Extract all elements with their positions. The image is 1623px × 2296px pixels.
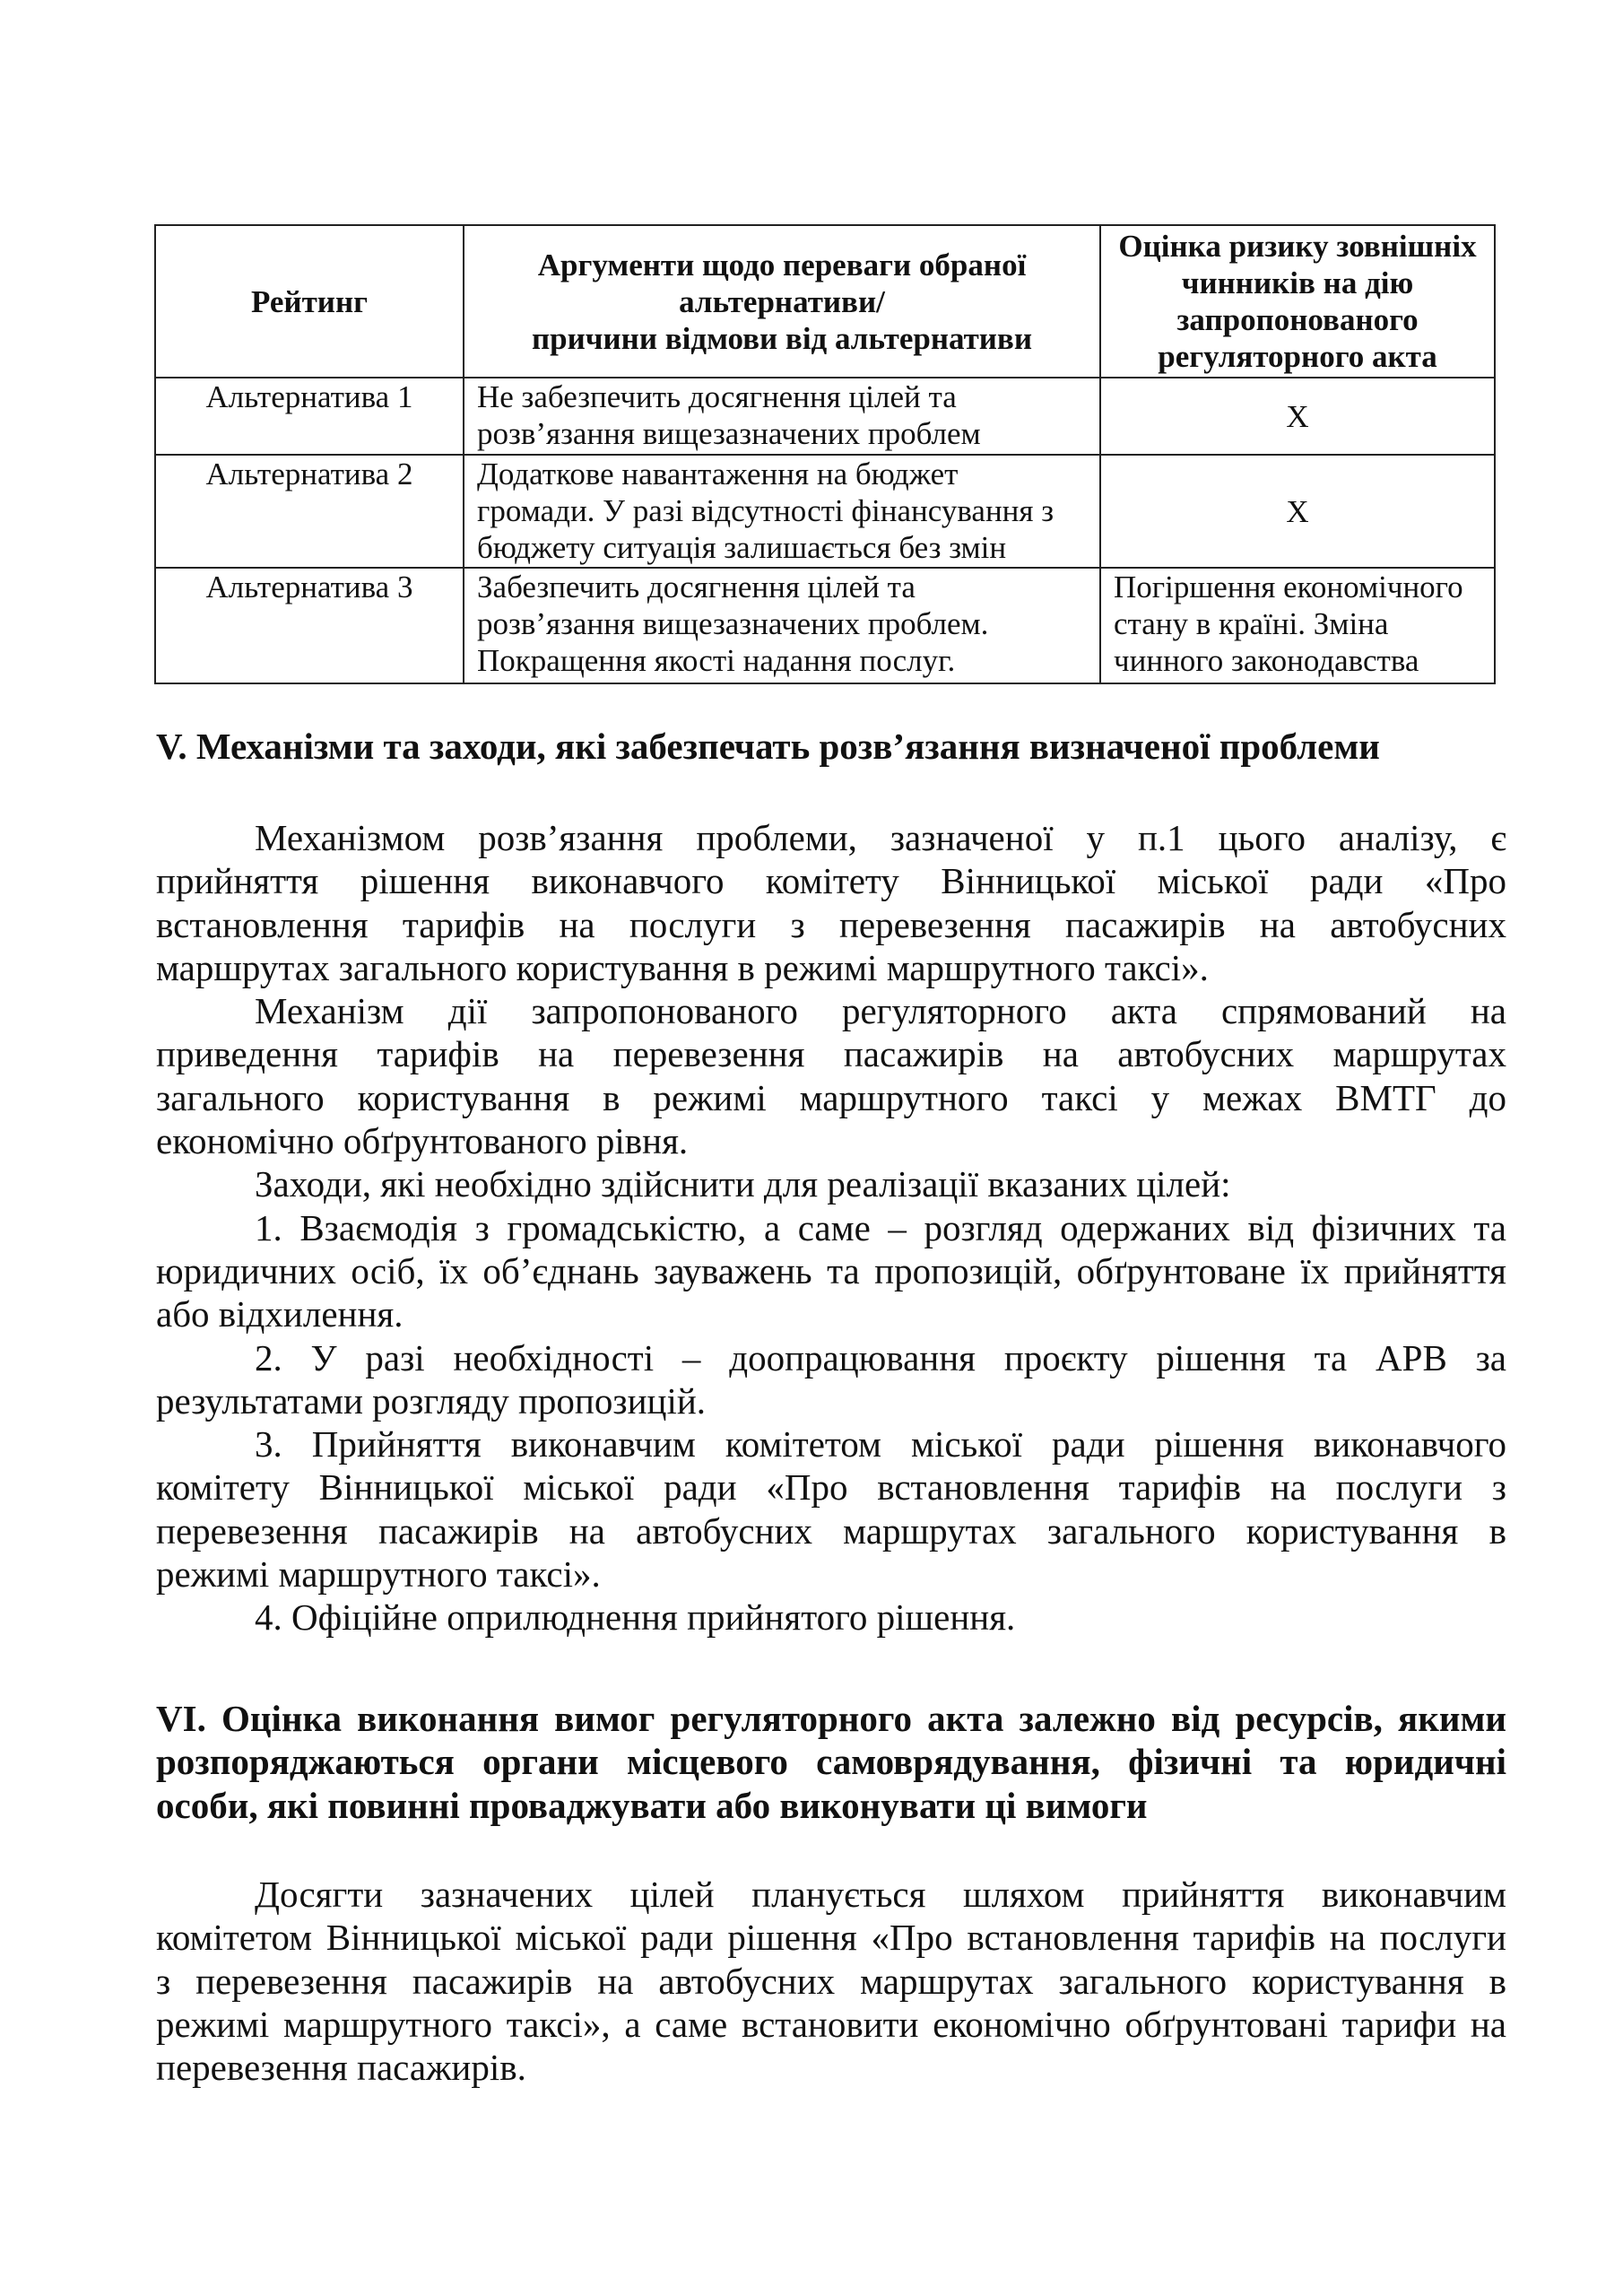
table-header-row: [155, 225, 1495, 378]
list-item: 2. У разі необхідності – доопрацювання проєкту рішення та АРВ за результатами розгляду пропозицій.: [156, 1336, 1506, 1422]
paragraph-mechanism-action: Механізм дії запропонованого регуляторного акта спрямований на приведення тарифів на перевезення пасажирів на автобусних маршрутах загального користування в режимі маршрутного таксі у межах ВМТГ до економічно обґрунтованого рівня.: [156, 990, 1506, 1162]
rating-cell: Альтернатива 1: [155, 378, 464, 455]
list-item: 3. Прийняття виконавчим комітетом міської ради рішення виконавчого комітету Вінницької міської ради «Про встановлення тарифів на послуги з перевезення пасажирів на автобусних маршрутах загального користування в режимі маршрутного таксі».: [156, 1423, 1506, 1596]
alternatives-rating-table: [154, 224, 1496, 684]
rating-cell: Альтернатива 3: [155, 568, 464, 683]
header-arguments: Аргументи щодо переваги обраної альтернативи/ причини відмови від альтернативи: [464, 225, 1100, 378]
header-rating: Рейтинг: [155, 225, 464, 378]
risk-cell: Х: [1100, 455, 1495, 568]
paragraph-measures-intro: Заходи, які необхідно здійснити для реалізації вказаних цілей:: [255, 1163, 1231, 1205]
section-5-body: [156, 816, 1506, 1639]
rating-cell: Альтернатива 2: [155, 455, 464, 568]
section-6-body: Досягти зазначених цілей планується шляхом прийняття виконавчим комітетом Вінницької міської ради рішення «Про встановлення тарифів на послуги з перевезення пасажирів на автобусних маршрутах загального користування в режимі маршрутного таксі», а саме встановити економічно обґрунтовані тарифи на перевезення пасажирів.: [156, 1874, 1506, 2089]
risk-cell: Х: [1100, 378, 1495, 455]
risk-cell: Погіршення економічного стану в країні. Зміна чинного законодавства: [1100, 568, 1495, 683]
arguments-cell: Додаткове навантаження на бюджет громади. У разі відсутності фінансування з бюджету ситуація залишається без змін: [464, 455, 1100, 568]
header-risk-assessment: Оцінка ризику зовнішніх чинників на дію запропонованого регуляторного акта: [1100, 225, 1495, 378]
list-item: 4. Офіційне оприлюднення прийнятого рішення.: [255, 1596, 1016, 1639]
paragraph-mechanism: Механізмом розв’язання проблеми, зазначеної у п.1 цього аналізу, є прийняття рішення виконавчого комітету Вінницької міської ради «Про встановлення тарифів на послуги з перевезення пасажирів на автобусних маршрутах загального користування в режимі маршрутного таксі».: [156, 817, 1506, 988]
arguments-cell: Не забезпечить досягнення цілей та розв’язання вищезазначених проблем: [464, 378, 1100, 455]
table-row: [155, 378, 1495, 455]
arguments-cell: Забезпечить досягнення цілей та розв’язання вищезазначених проблем. Покращення якості надання послуг.: [464, 568, 1100, 683]
section-6-heading: VI. Оцінка виконання вимог регуляторного акта залежно від ресурсів, якими розпоряджаються органи місцевого самоврядування, фізичні та юридичні особи, які повинні проваджувати або виконувати ці вимоги: [156, 1698, 1506, 1826]
table-row: [155, 455, 1495, 568]
table-row: [155, 568, 1495, 683]
section-5-heading: V. Механізми та заходи, які забезпечать розв’язання визначеної проблеми: [156, 726, 1380, 767]
list-item: 1. Взаємодія з громадськістю, а саме – розгляд одержаних від фізичних та юридичних осіб, їх об’єднань зауважень та пропозицій, обґрунтоване їх прийняття або відхилення.: [156, 1206, 1506, 1335]
